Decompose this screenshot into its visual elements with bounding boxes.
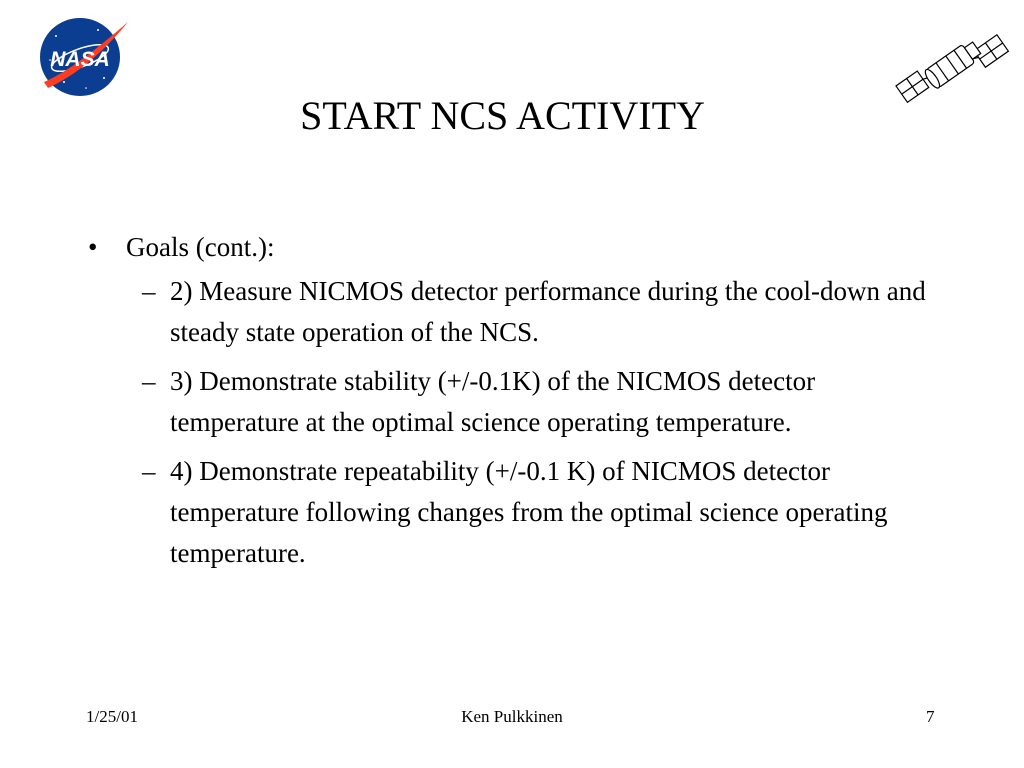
sub-marker: – <box>142 456 156 486</box>
nasa-logo-text: NASA <box>50 48 110 71</box>
sub-item-text: 2) Measure NICMOS detector performance during the cool-down and steady state operation of the NCS. <box>170 276 926 347</box>
sub-item-text: 4) Demonstrate repeatability (+/-0.1 K) of NICMOS detector temperature following changes from the optimal science operating temperature. <box>170 456 888 568</box>
sub-item-4 <box>86 451 946 574</box>
bullet-item <box>86 226 946 269</box>
sub-item-2 <box>86 271 946 353</box>
slide-content <box>86 226 946 582</box>
footer-date: 1/25/01 <box>86 707 138 726</box>
sub-marker: – <box>142 276 156 306</box>
sub-marker: – <box>142 366 156 396</box>
bullet-text: Goals (cont.): <box>126 232 275 262</box>
sub-item-text: 3) Demonstrate stability (+/-0.1K) of the NICMOS detector temperature at the optimal science operating temperature. <box>170 366 816 437</box>
slide-title: START NCS ACTIVITY <box>300 93 705 138</box>
footer-author: Ken Pulkkinen <box>461 707 563 726</box>
footer-page-number: 7 <box>926 707 935 726</box>
sub-item-3 <box>86 361 946 443</box>
nasa-meatball-logo-icon <box>34 16 130 98</box>
bullet-marker: • <box>88 232 98 262</box>
